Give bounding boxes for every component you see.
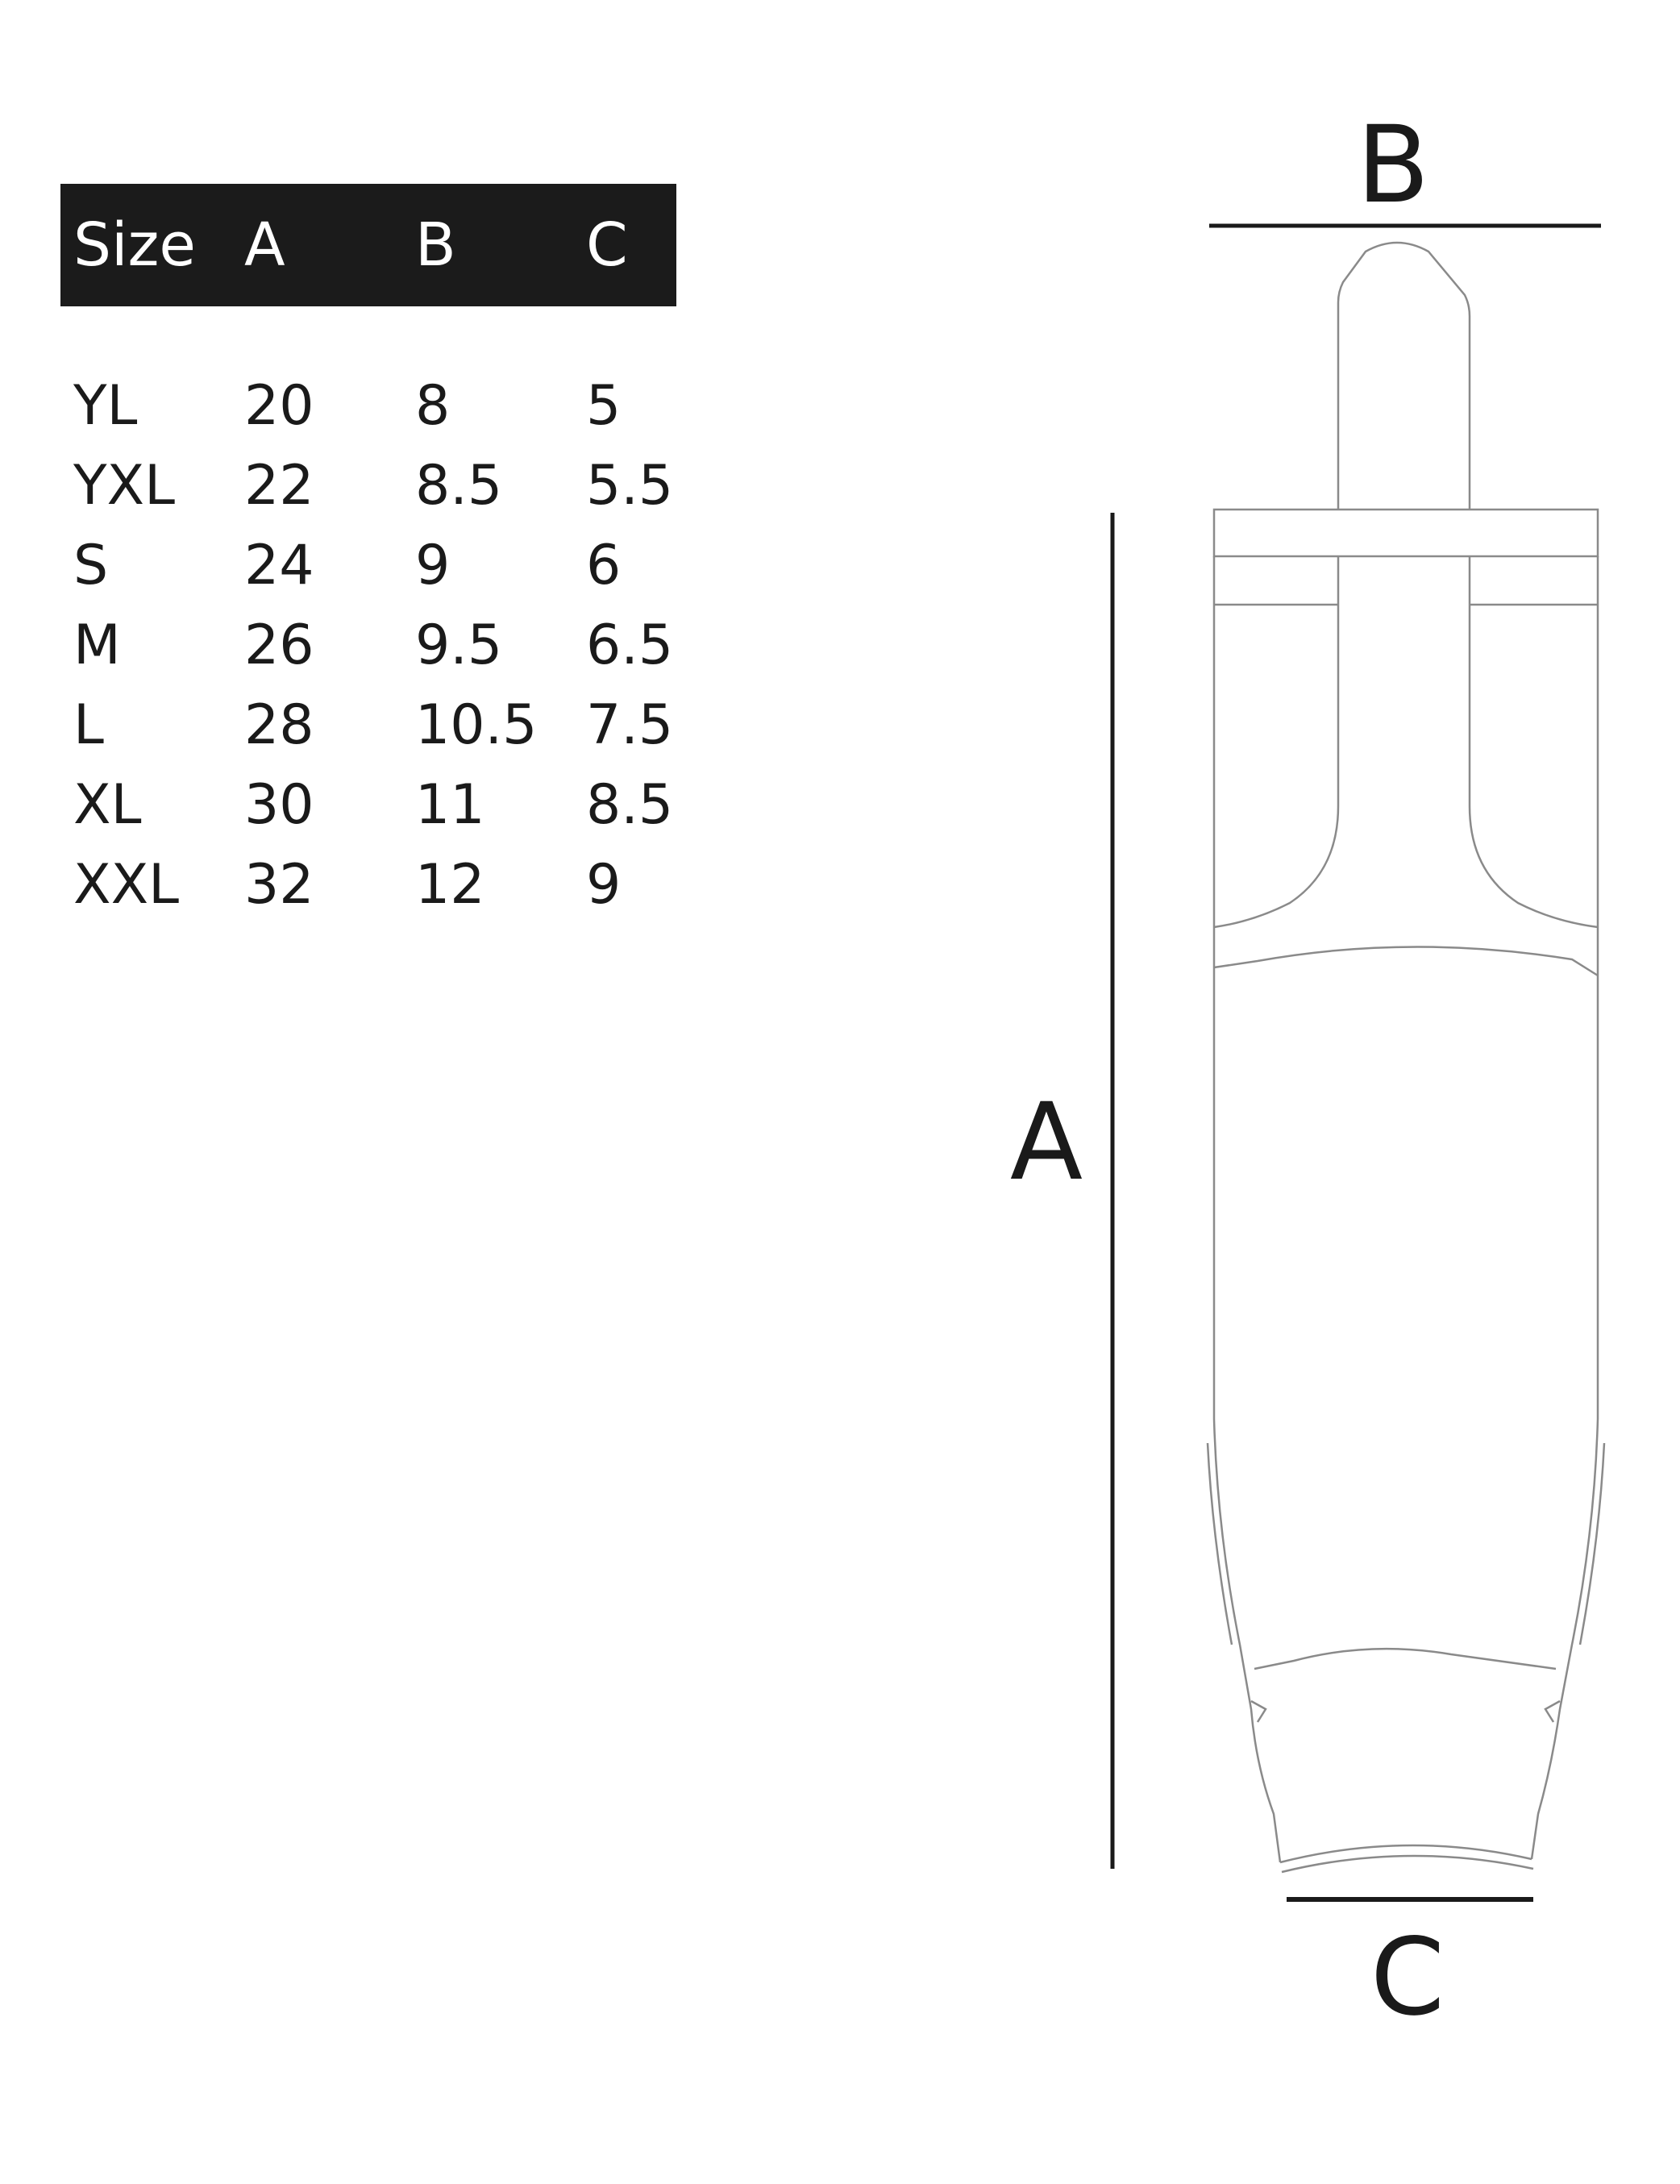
cell-b: 8.5 [415, 454, 503, 518]
cell-c: 5 [586, 374, 622, 438]
sock-tab-left-edge [1214, 556, 1338, 927]
sock-right-inner-edge [1580, 1443, 1604, 1645]
sock-right-edge [1532, 605, 1598, 1859]
cell-b: 9 [415, 534, 451, 597]
dimension-label-a: A [1009, 1080, 1083, 1204]
dimension-label-b: B [1356, 103, 1430, 227]
cell-size: XXL [73, 853, 180, 917]
header-c: C [586, 210, 628, 280]
sock-lower-panel [1254, 1649, 1556, 1669]
cell-a: 28 [244, 693, 314, 757]
sock-bottom-hem [1280, 1845, 1533, 1872]
sock-left-inner-edge [1208, 1443, 1232, 1645]
cell-size: M [73, 614, 121, 677]
cell-c: 5.5 [586, 454, 674, 518]
cell-size: L [73, 693, 104, 757]
dimension-label-c: C [1370, 1916, 1445, 2040]
sock-top-band [1214, 510, 1598, 556]
header-b: B [415, 210, 456, 280]
cell-c: 7.5 [586, 693, 674, 757]
sock-top-tab [1338, 243, 1470, 510]
cell-c: 6 [586, 534, 622, 597]
cell-c: 6.5 [586, 614, 674, 677]
cell-b: 8 [415, 374, 451, 438]
header-a: A [244, 210, 285, 280]
cell-a: 26 [244, 614, 314, 677]
cell-a: 22 [244, 454, 314, 518]
cell-size: YL [73, 374, 138, 438]
cell-a: 32 [244, 853, 314, 917]
cell-a: 24 [244, 534, 314, 597]
cell-a: 30 [244, 773, 314, 837]
cell-c: 8.5 [586, 773, 674, 837]
cell-a: 20 [244, 374, 314, 438]
sock-left-notch [1251, 1701, 1266, 1722]
cell-b: 9.5 [415, 614, 503, 677]
sock-tab-right-edge [1470, 556, 1598, 927]
cell-size: YXL [73, 454, 176, 518]
sock-left-edge [1214, 605, 1280, 1862]
cell-size: S [73, 534, 109, 597]
cell-b: 10.5 [415, 693, 538, 757]
cell-b: 12 [415, 853, 485, 917]
sock-outline [1208, 243, 1604, 1872]
cell-c: 9 [586, 853, 622, 917]
cell-size: XL [73, 773, 142, 837]
header-size: Size [73, 210, 196, 280]
sock-upper-panel [1214, 946, 1598, 976]
cell-b: 11 [415, 773, 485, 837]
sock-second-band [1214, 556, 1598, 605]
